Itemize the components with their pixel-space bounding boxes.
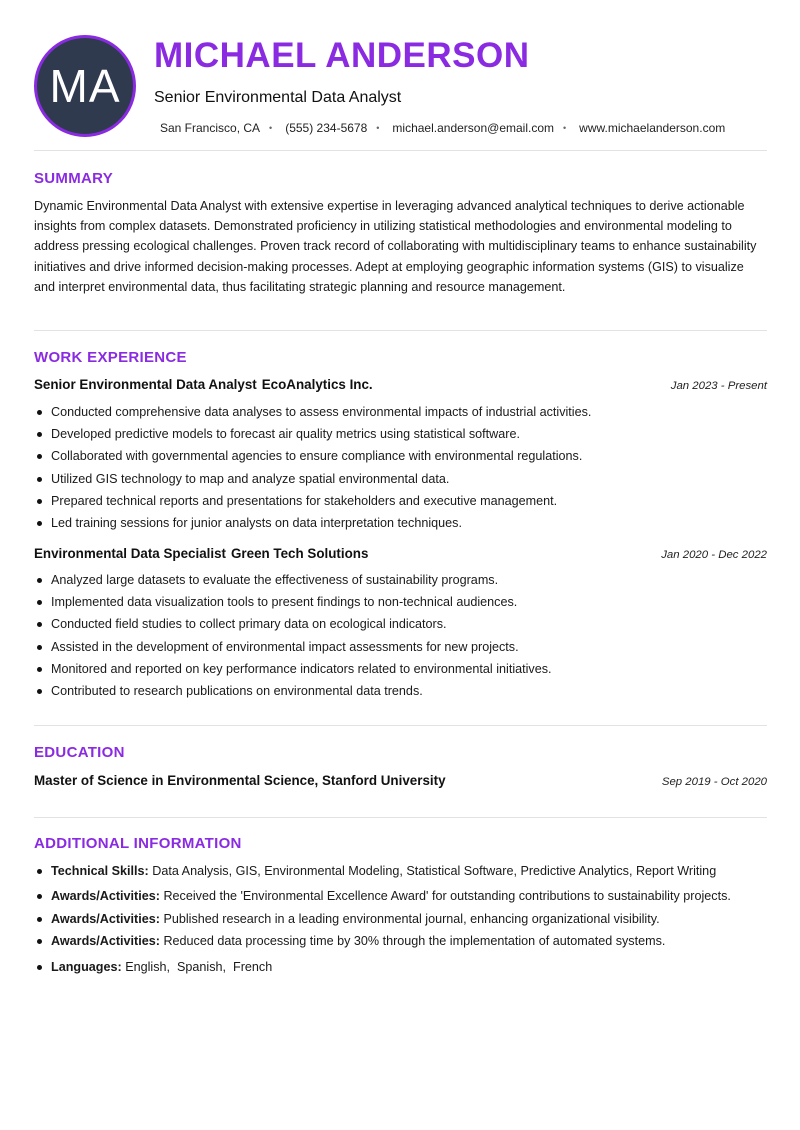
- job-header: [34, 546, 767, 561]
- list-item: Conducted field studies to collect primary data on ecological indicators.: [34, 616, 767, 638]
- separator-dot-icon: •: [563, 123, 567, 133]
- job-bullet-list: [34, 572, 767, 705]
- job-company: Green Tech Solutions: [231, 546, 369, 561]
- info-text: Reduced data processing time by 30% through the implementation of automated systems.: [163, 934, 666, 948]
- additional-info-heading: ADDITIONAL INFORMATION: [34, 835, 242, 852]
- divider: [34, 817, 767, 818]
- info-text: Data Analysis, GIS, Environmental Modeling, Statistical Software, Predictive Analytics, Report Writing: [152, 864, 717, 878]
- list-item: Monitored and reported on key performance indicators related to environmental initiatives.: [34, 661, 767, 683]
- list-item: Implemented data visualization tools to present findings to non-technical audiences.: [34, 594, 767, 616]
- list-item: Analyzed large datasets to evaluate the effectiveness of sustainability programs.: [34, 572, 767, 594]
- list-item: [34, 887, 767, 906]
- list-item: [34, 862, 767, 881]
- candidate-name: MICHAEL ANDERSON: [154, 36, 530, 75]
- list-item: Assisted in the development of environmental impact assessments for new projects.: [34, 639, 767, 661]
- divider: [34, 725, 767, 726]
- info-text: Received the 'Environmental Excellence Award' for outstanding contributions to sustainability projects.: [163, 889, 731, 903]
- job-header: [34, 377, 767, 392]
- list-item: Contributed to research publications on environmental data trends.: [34, 683, 767, 705]
- contact-bar: [160, 121, 725, 135]
- separator-dot-icon: •: [376, 123, 380, 133]
- list-item: Developed predictive models to forecast air quality metrics using statistical software.: [34, 426, 767, 448]
- list-item: Led training sessions for junior analysts on data interpretation techniques.: [34, 515, 767, 537]
- list-item: [34, 932, 767, 951]
- work-experience-heading: WORK EXPERIENCE: [34, 349, 187, 366]
- contact-email[interactable]: michael.anderson@email.com: [392, 121, 555, 135]
- info-label: Technical Skills:: [51, 864, 149, 878]
- degree: Master of Science in Environmental Science, Stanford University: [34, 773, 446, 788]
- summary-text: Dynamic Environmental Data Analyst with extensive expertise in leveraging advanced analytical techniques to derive actionable insights from complex datasets. Demonstrated proficiency in utilizing statistical methodologies and environmental modeling to address pressing ecological challenges. Proven track record of collaborating with multidisciplinary teams to enhance sustainability initiatives and drive informed decision-making processes. Adept at employing geographic information systems (GIS) to visualize and interpret environmental data, thus facilitating strategic planning and resource management.: [34, 199, 757, 294]
- education-entry: [34, 773, 767, 788]
- list-item: Utilized GIS technology to map and analyze spatial environmental data.: [34, 471, 767, 493]
- job-dates: Jan 2020 - Dec 2022: [661, 549, 767, 561]
- list-item: Prepared technical reports and presentations for stakeholders and executive management.: [34, 493, 767, 515]
- list-item: Conducted comprehensive data analyses to assess environmental impacts of industrial activities.: [34, 404, 767, 426]
- job-role: Environmental Data Specialist: [34, 546, 226, 561]
- job-bullet-list: [34, 404, 767, 537]
- job-role: Senior Environmental Data Analyst: [34, 377, 257, 392]
- info-label: Awards/Activities:: [51, 889, 160, 903]
- job-dates: Jan 2023 - Present: [670, 380, 767, 392]
- contact-website[interactable]: www.michaelanderson.com: [579, 121, 726, 135]
- info-text: Published research in a leading environmental journal, enhancing organizational visibility.: [163, 912, 660, 926]
- contact-phone: (555) 234-5678: [285, 121, 368, 135]
- info-label: Languages:: [51, 960, 122, 974]
- list-item: [34, 910, 767, 929]
- list-item: Collaborated with governmental agencies to ensure compliance with environmental regulations.: [34, 448, 767, 470]
- additional-info-list: [34, 862, 767, 977]
- divider: [34, 330, 767, 331]
- list-item: [34, 958, 767, 977]
- job-company: EcoAnalytics Inc.: [261, 377, 373, 392]
- avatar: [34, 35, 136, 137]
- contact-location: San Francisco, CA: [160, 121, 261, 135]
- avatar-initials: MA: [49, 60, 121, 112]
- separator-dot-icon: •: [269, 123, 273, 133]
- job-title: Senior Environmental Data Analyst: [154, 89, 402, 106]
- info-label: Awards/Activities:: [51, 912, 160, 926]
- education-heading: EDUCATION: [34, 744, 125, 761]
- info-label: Awards/Activities:: [51, 934, 160, 948]
- divider: [34, 150, 767, 151]
- education-dates: Sep 2019 - Oct 2020: [661, 776, 767, 788]
- info-text: English, Spanish, French: [125, 960, 273, 974]
- summary-heading: SUMMARY: [34, 170, 114, 187]
